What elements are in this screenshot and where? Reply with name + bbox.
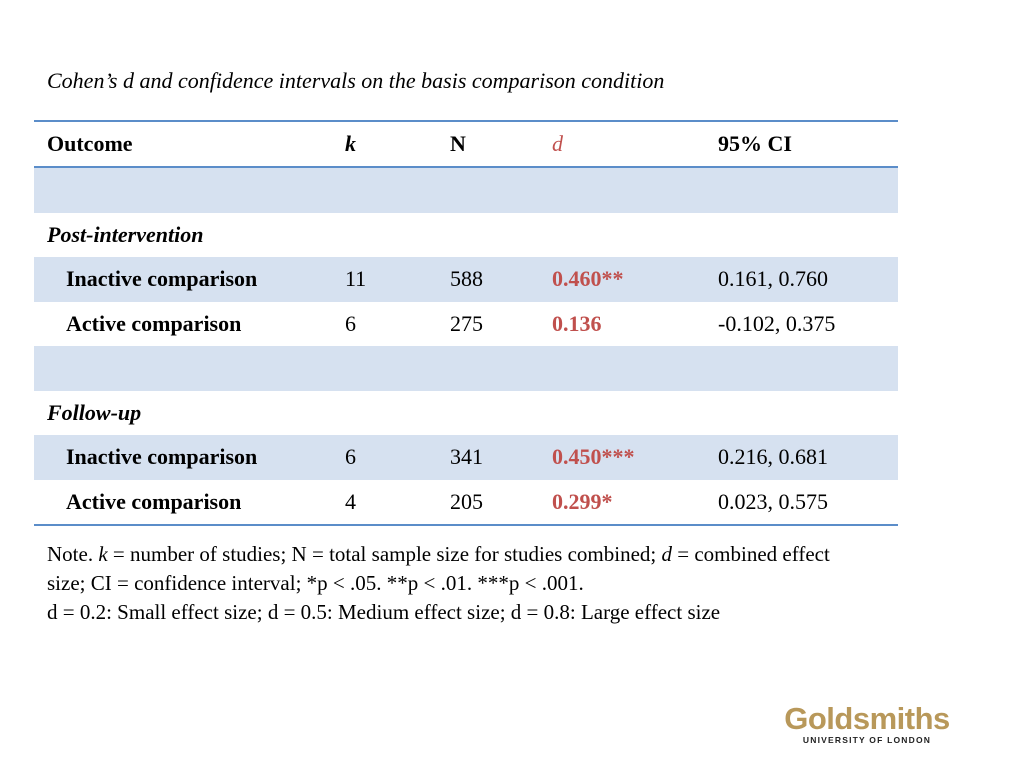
note-line-1 xyxy=(47,540,830,569)
note-line-2: size; CI = confidence interval; *p < .05. **p < .01. ***p < .001. xyxy=(47,571,584,595)
goldsmiths-logo xyxy=(784,703,950,745)
table-row xyxy=(34,302,898,347)
row-ci: 0.216, 0.681 xyxy=(718,444,828,470)
spacer-row xyxy=(34,168,898,213)
section-label: Follow-up xyxy=(47,399,142,425)
results-table xyxy=(34,120,898,526)
header-ci: 95% CI xyxy=(718,131,792,156)
row-k: 11 xyxy=(345,266,367,292)
row-n: 341 xyxy=(450,444,483,470)
note-k-symbol: k xyxy=(98,542,108,566)
table-caption: Cohen’s d and confidence intervals on the basis comparison condition xyxy=(47,68,665,93)
row-d: 0.136 xyxy=(552,310,602,336)
row-outcome: Active comparison xyxy=(66,488,242,514)
row-ci: 0.161, 0.760 xyxy=(718,266,828,292)
note-k-definition: = number of studies; N = total sample size for studies combined; xyxy=(107,542,662,566)
row-ci: -0.102, 0.375 xyxy=(718,310,836,336)
note-prefix: Note. xyxy=(47,542,99,566)
section-label: Post-intervention xyxy=(47,221,204,247)
table-note xyxy=(47,540,830,627)
row-n: 588 xyxy=(450,266,483,292)
row-k: 4 xyxy=(345,488,356,514)
header-d: d xyxy=(552,131,563,156)
logo-name: Goldsmiths xyxy=(784,701,950,736)
row-outcome: Inactive comparison xyxy=(66,266,258,292)
table-row xyxy=(34,480,898,525)
header-k: k xyxy=(345,131,356,156)
row-k: 6 xyxy=(345,444,356,470)
row-n: 275 xyxy=(450,310,483,336)
row-d: 0.299* xyxy=(552,488,613,514)
header-outcome: Outcome xyxy=(47,131,133,156)
header-n: N xyxy=(450,131,466,156)
spacer-row xyxy=(34,346,898,391)
row-d: 0.450*** xyxy=(552,444,635,470)
row-ci: 0.023, 0.575 xyxy=(718,488,828,514)
row-d: 0.460** xyxy=(552,266,624,292)
row-n: 205 xyxy=(450,488,483,514)
row-outcome: Inactive comparison xyxy=(66,444,258,470)
note-line-3: d = 0.2: Small effect size; d = 0.5: Medium effect size; d = 0.8: Large effect size xyxy=(47,600,721,624)
table-row xyxy=(34,435,898,480)
row-k: 6 xyxy=(345,310,356,336)
table-row xyxy=(34,257,898,302)
note-d-definition: = combined effect xyxy=(672,542,830,566)
section-row-follow-up xyxy=(34,391,898,436)
table-header-row xyxy=(34,122,898,168)
section-row-post-intervention xyxy=(34,213,898,258)
row-outcome: Active comparison xyxy=(66,310,242,336)
logo-subtitle: UNIVERSITY OF LONDON xyxy=(802,735,932,745)
note-d-symbol: d xyxy=(661,542,672,566)
